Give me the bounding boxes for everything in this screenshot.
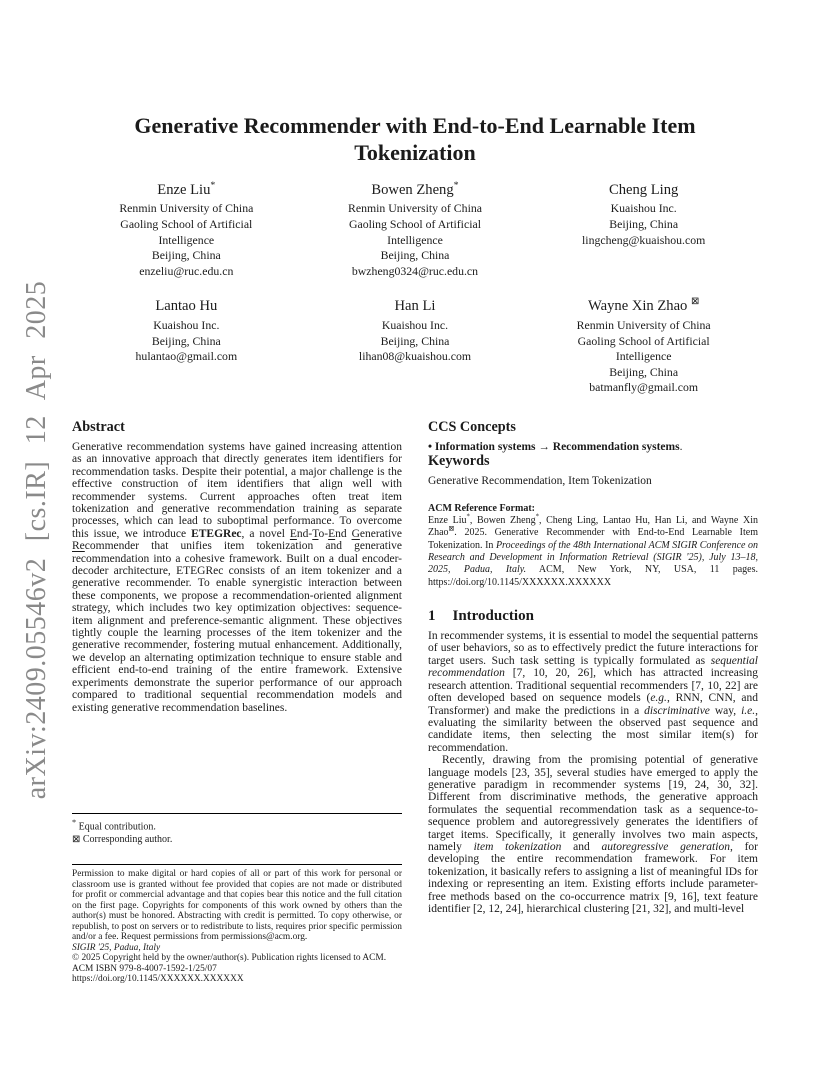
permission-block	[72, 864, 402, 985]
author-affiliation-line: Gaoling School of Artificial Intelligence	[577, 333, 710, 364]
author-name: Bowen Zheng*	[371, 179, 459, 198]
arxiv-watermark: arXiv:2409.05546v2 [cs.IR] 12 Apr 2025	[21, 280, 52, 800]
keywords-text: Generative Recommendation, Item Tokenization	[428, 475, 652, 488]
author-affiliation-line: Kuaishou Inc.	[610, 201, 677, 216]
envelope-icon: ⊠	[691, 296, 700, 308]
author-email: lihan08@kuaishou.com	[358, 349, 472, 364]
author-mark: *	[210, 179, 216, 191]
author-email: lingcheng@kuaishou.com	[582, 232, 706, 247]
acm-reference-heading: ACM Reference Format:	[428, 502, 535, 514]
author-affiliation-line: Beijing, China	[151, 248, 221, 263]
footnote-corresponding-author: ⊠ Corresponding author.	[72, 834, 173, 846]
author-block-grid	[72, 180, 758, 396]
author-affiliation-line: Kuaishou Inc.	[381, 318, 449, 333]
author-name: Han Li	[394, 298, 436, 315]
author-block	[72, 296, 301, 396]
left-column	[72, 419, 402, 985]
author-affiliation-line: Gaoling School of Artificial Intelligence	[348, 217, 481, 247]
author-block	[72, 180, 301, 280]
author-affiliation-line: Kuaishou Inc.	[153, 318, 220, 333]
intro-paragraph-1: In recommender systems, it is essential to model the sequential patterns of user behaviors, so as to effectively predict the future interactions for target users. Such task setting is typically formulated as sequential recommendation [7, 10, 20, 26], which has attracted increasing research attention. Traditional sequential recommenders [7, 10, 22] are often developed based on sequence models (e.g., RNN, CNN, and Transformer) and make the predictions in a discriminative way, i.e., evaluating the similarity between the observed past sequence and candidate items, then selecting the most similar item(s) for recommendation.	[428, 630, 759, 754]
author-block	[529, 296, 758, 396]
author-affiliation-line: Beijing, China	[380, 333, 450, 348]
acm-reference-text: Enze Liu*, Bowen Zheng*, Cheng Ling, Lantao Hu, Han Li, and Wayne Xin Zhao⊠. 2025. Generative Recommender with End-to-End Learnable Item Tokenization. In Proceedings of the 48th International ACM SIGIR Conference on Research and Development in Information Retrieval (SIGIR '25), July 13–18, 2025, Padua, Italy. ACM, New York, NY, USA, 11 pages. https://doi.org/10.1145/XXXXXX.XXXXXX	[428, 513, 758, 588]
permission-notice: Permission to make digital or hard copies of all or part of this work for personal or classroom use is granted without fee provided that copies are not made or distributed for profit or commercial advantage and that copies bear this notice and the full citation on the first page. Copyrights for components of this work owned by others than the author(s) must be honored. Abstracting with credit is permitted. To copy otherwise, or republish, to post on servers or to redistribute to lists, requires prior specific permission and/or a fee. Request permissions from permissions@acm.org.	[72, 869, 402, 943]
paper-page	[72, 0, 758, 985]
introduction-heading	[428, 608, 758, 624]
author-mark: *	[453, 179, 459, 191]
abstract-text: Generative recommendation systems have gained increasing attention as an innovative approach that directly generates item identifiers for recommendation tasks. Despite their potential, a major challenge is the effective construction of item identifiers that align well with recommender systems. Current approaches often treat item tokenization and generative recommendation training as separate processes, which can lead to suboptimal performance. To overcome this issue, we introduce ETEGRec, a novel End-To-End Generative Recommender that unifies item tokenization and generative recommendation into a cohesive framework. Built on a dual encoder-decoder architecture, ETEGRec consists of an item tokenizer and a generative recommender. To enable synergistic interaction between these components, we propose a recommendation-oriented alignment strategy, which includes two key optimization objectives: sequence-item alignment and preference-semantic alignment. These objectives tightly couple the learning processes of the item tokenizer and the generative recommender, fostering mutual enhancement. Additionally, we develop an alternating optimization technique to ensure stable and efficient end-to-end training of the entire framework. Extensive experiments demonstrate the superior performance of our approach compared to traditional sequential recommendation models and existing generative recommendation baselines.	[72, 440, 403, 714]
copyright-line: © 2025 Copyright held by the owner/author(s). Publication rights licensed to ACM.	[72, 953, 387, 964]
author-block	[301, 180, 530, 280]
author-email: enzeliu@ruc.edu.cn	[139, 263, 234, 278]
section-number: 1	[428, 607, 436, 624]
author-name: Cheng Ling	[609, 181, 679, 198]
doi-link[interactable]: https://doi.org/10.1145/XXXXXX.XXXXXX	[72, 974, 244, 985]
author-affiliation-line: Renmin University of China	[347, 201, 482, 216]
section-title: Introduction	[452, 607, 534, 624]
footnote-rule	[72, 813, 402, 814]
author-email: hulantao@gmail.com	[135, 349, 238, 364]
author-email: batmanfly@gmail.com	[589, 380, 699, 395]
author-name: Wayne Xin Zhao ⊠	[588, 296, 700, 315]
footnote-equal-contribution: * Equal contribution.	[72, 818, 156, 833]
isbn-line: ACM ISBN 979-8-4007-1592-1/25/07	[72, 963, 217, 974]
author-affiliation-line: Renmin University of China	[119, 201, 254, 216]
author-affiliation-line: Beijing, China	[380, 248, 450, 263]
footnote-block	[72, 813, 402, 985]
keywords-heading: Keywords	[428, 453, 490, 470]
acm-reference-block	[428, 503, 758, 589]
intro-paragraph-2: Recently, drawing from the promising potential of generative language models [23, 35], several studies have emerged to apply the generative paradigm in recommender systems [19, 24, 30, 32]. Different from discriminative methods, the generative approach formulates the sequential recommendation task as a sequence-to-sequence problem and autoregressively generates the identifiers of target items. Specifically, it generally involves two main aspects, namely item tokenization and autoregressive generation, for developing the entire recommendation framework. For item tokenization, it basically refers to assigning a list of meaningful IDs for indexing or representing an item. Existing efforts include parameter-free methods based on the co-occurrence matrix [9, 16], text feature identifier [2, 12, 24], hierarchical clustering [21, 32], and multi-level	[428, 754, 758, 916]
paper-title: Generative Recommender with End-to-End Learnable Item Tokenization	[134, 113, 696, 165]
ccs-heading: CCS Concepts	[428, 418, 516, 435]
author-affiliation-line: Beijing, China	[609, 364, 679, 379]
author-block	[301, 296, 530, 396]
author-affiliation-line: Beijing, China	[151, 333, 221, 348]
author-email: bwzheng0324@ruc.edu.cn	[351, 263, 479, 278]
venue-line: SIGIR '25, Padua, Italy	[72, 942, 161, 953]
abstract-heading: Abstract	[72, 418, 125, 435]
author-name: Lantao Hu	[155, 298, 218, 315]
permission-rule	[72, 864, 402, 865]
author-block	[529, 180, 758, 280]
ccs-text: • Information systems → Recommendation systems.	[428, 440, 683, 453]
author-affiliation-line: Renmin University of China	[576, 318, 711, 333]
author-affiliation-line: Gaoling School of Artificial Intelligence	[120, 217, 253, 247]
author-name: Enze Liu*	[157, 179, 216, 198]
author-affiliation-line: Beijing, China	[609, 217, 679, 232]
right-column	[428, 419, 758, 985]
